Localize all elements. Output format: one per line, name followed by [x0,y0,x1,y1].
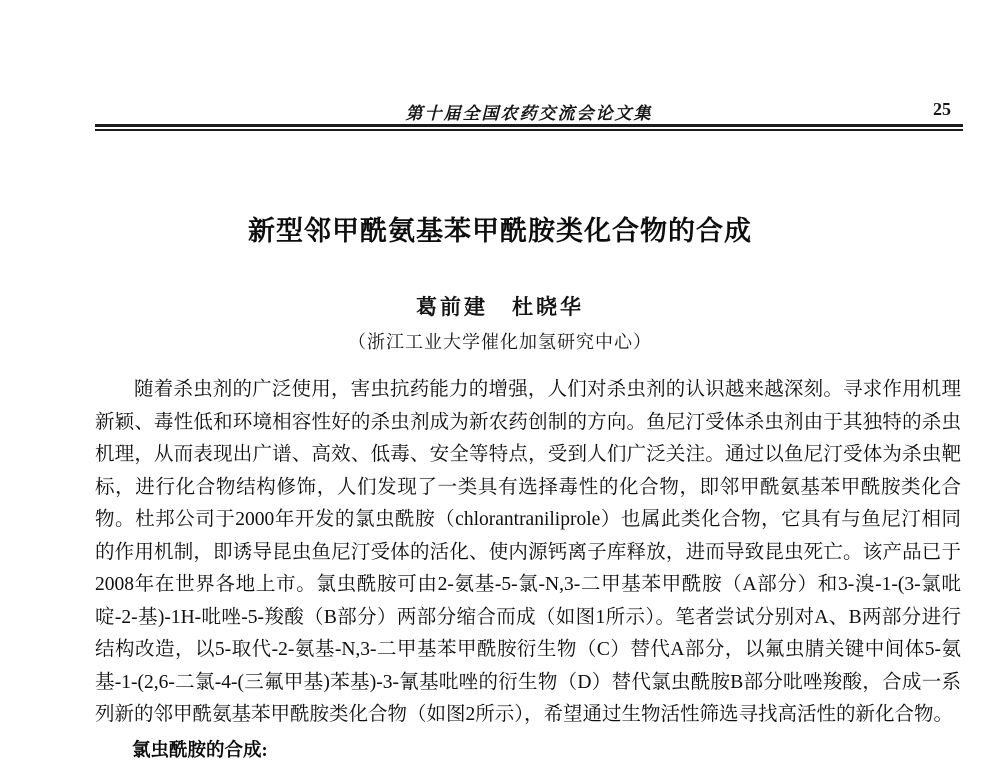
header-rule-thin-line [95,129,963,131]
author-names: 葛前建 杜晓华 [416,295,584,319]
article-title: 新型邻甲酰氨基苯甲酰胺类化合物的合成 [248,216,752,247]
running-header [95,99,963,125]
author-affiliation: （浙江工业大学催化加氢研究中心） [348,332,652,352]
page-number: 25 [933,99,951,119]
section-heading-synthesis: 氯虫酰胺的合成: [132,741,268,760]
proceedings-title: 第十届全国农药交流会论文集 [405,104,653,123]
header-rule [95,124,963,131]
introduction-paragraph: 随着杀虫剂的广泛使用，害虫抗药能力的增强，人们对杀虫剂的认识越来越深刻。寻求作用机理新颖、毒性低和环境相容性好的杀虫剂成为新农药创制的方向。鱼尼汀受体杀虫剂由于其独特的杀虫机理，从而表现出广谱、高效、低毒、安全等特点，受到人们广泛关注。通过以鱼尼汀受体为杀虫靶标，进行化合物结构修饰，人们发现了一类具有选择毒性的化合物，即邻甲酰氨基苯甲酰胺类化合物。杜邦公司于2000年开发的氯虫酰胺（chlorantraniliprole）也属此类化合物，它具有与鱼尼汀相同的作用机制，即诱导昆虫鱼尼汀受体的活化、使内源钙离子库释放，进而导致昆虫死亡。该产品已于2008年在世界各地上市。氯虫酰胺可由2-氨基-5-氯-N,3-二甲基苯甲酰胺（A部分）和3-溴-1-(3-氯吡啶-2-基)-1H-吡唑-5-羧酸（B部分）两部分缩合而成（如图1所示）。笔者尝试分别对A、B两部分进行结构改造，以5-取代-2-氨基-N,3-二甲基苯甲酰胺衍生物（C）替代A部分，以氟虫腈关键中间体5-氨基-1-(2,6-二氯-4-(三氟甲基)苯基)-3-氰基吡唑的衍生物（D）替代氯虫酰胺B部分吡唑羧酸，合成一系列新的邻甲酰氨基苯甲酰胺类化合物（如图2所示），希望通过生物活性筛选寻找高活性的新化合物。 [95,379,961,725]
header-rule-thick-line [95,124,963,127]
